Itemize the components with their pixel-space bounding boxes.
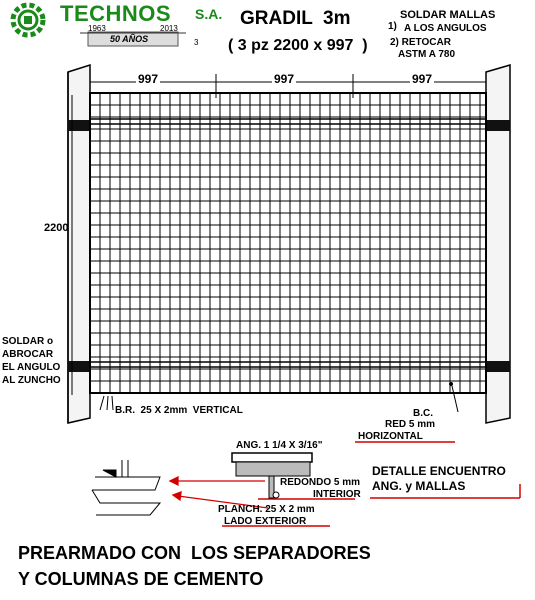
bc-label: B.C. — [413, 408, 433, 419]
horizontal-label: HORIZONTAL — [358, 431, 423, 442]
solder-line-3: EL ANGULO — [2, 362, 61, 373]
interior-label: INTERIOR — [313, 489, 361, 500]
weld-detail — [92, 460, 160, 515]
subtitle: ( 3 pz 2200 x 997 ) — [228, 37, 368, 54]
angle-label: ANG. 1 1/4 X 3/16" — [236, 440, 323, 451]
br-arrows — [100, 396, 113, 410]
solder-line-4: AL ZUNCHO — [2, 375, 61, 386]
angle-detail — [232, 453, 312, 498]
br-label: B.R. 25 X 2mm VERTICAL — [115, 405, 243, 416]
left-column — [68, 65, 90, 423]
gear-logo-icon — [13, 5, 43, 35]
dim-panel-3: 997 — [412, 72, 433, 86]
note-1-line-1: SOLDAR MALLAS — [400, 9, 496, 21]
bc-dot — [449, 382, 453, 386]
dim-height: 2200 — [44, 222, 69, 234]
note-2-line-1: 2) RETOCAR — [390, 37, 451, 48]
detail-title-1: DETALLE ENCUENTRO — [372, 464, 506, 478]
detail-title-2: ANG. y MALLAS — [372, 479, 466, 493]
planch-label: PLANCH. 25 X 2 mm — [218, 504, 315, 515]
red-label: RED 5 mm — [385, 419, 436, 430]
year-start: 1963 — [88, 24, 106, 33]
company-name: TECHNOS — [60, 1, 172, 26]
note-1-line-2: A LOS ANGULOS — [404, 23, 487, 34]
lado-label: LADO EXTERIOR — [224, 516, 307, 527]
solder-line-1: SOLDAR o — [2, 336, 54, 347]
footer-line-2: Y COLUMNAS DE CEMENTO — [18, 569, 264, 589]
mark: 3 — [194, 38, 199, 47]
solder-line-2: ABROCAR — [2, 349, 54, 360]
page-title: GRADIL 3m — [240, 8, 351, 29]
dim-panel-1: 997 — [138, 72, 159, 86]
right-column — [486, 65, 510, 423]
note-2-line-2: ASTM A 780 — [398, 49, 456, 60]
mesh-frame — [90, 93, 486, 393]
bc-leader — [452, 386, 458, 412]
year-end: 2013 — [160, 24, 178, 33]
redondo-label: REDONDO 5 mm — [280, 477, 361, 488]
footer-line-1: PREARMADO CON LOS SEPARADORES — [18, 543, 371, 563]
company-suffix: S.A. — [195, 6, 223, 22]
note-1-num: 1) — [388, 21, 397, 32]
mesh-grid — [90, 93, 486, 393]
dim-panel-2: 997 — [274, 72, 295, 86]
horizontal-rails — [90, 119, 486, 367]
anniversary-label: 50 AÑOS — [110, 34, 149, 44]
solder-note — [2, 335, 61, 387]
